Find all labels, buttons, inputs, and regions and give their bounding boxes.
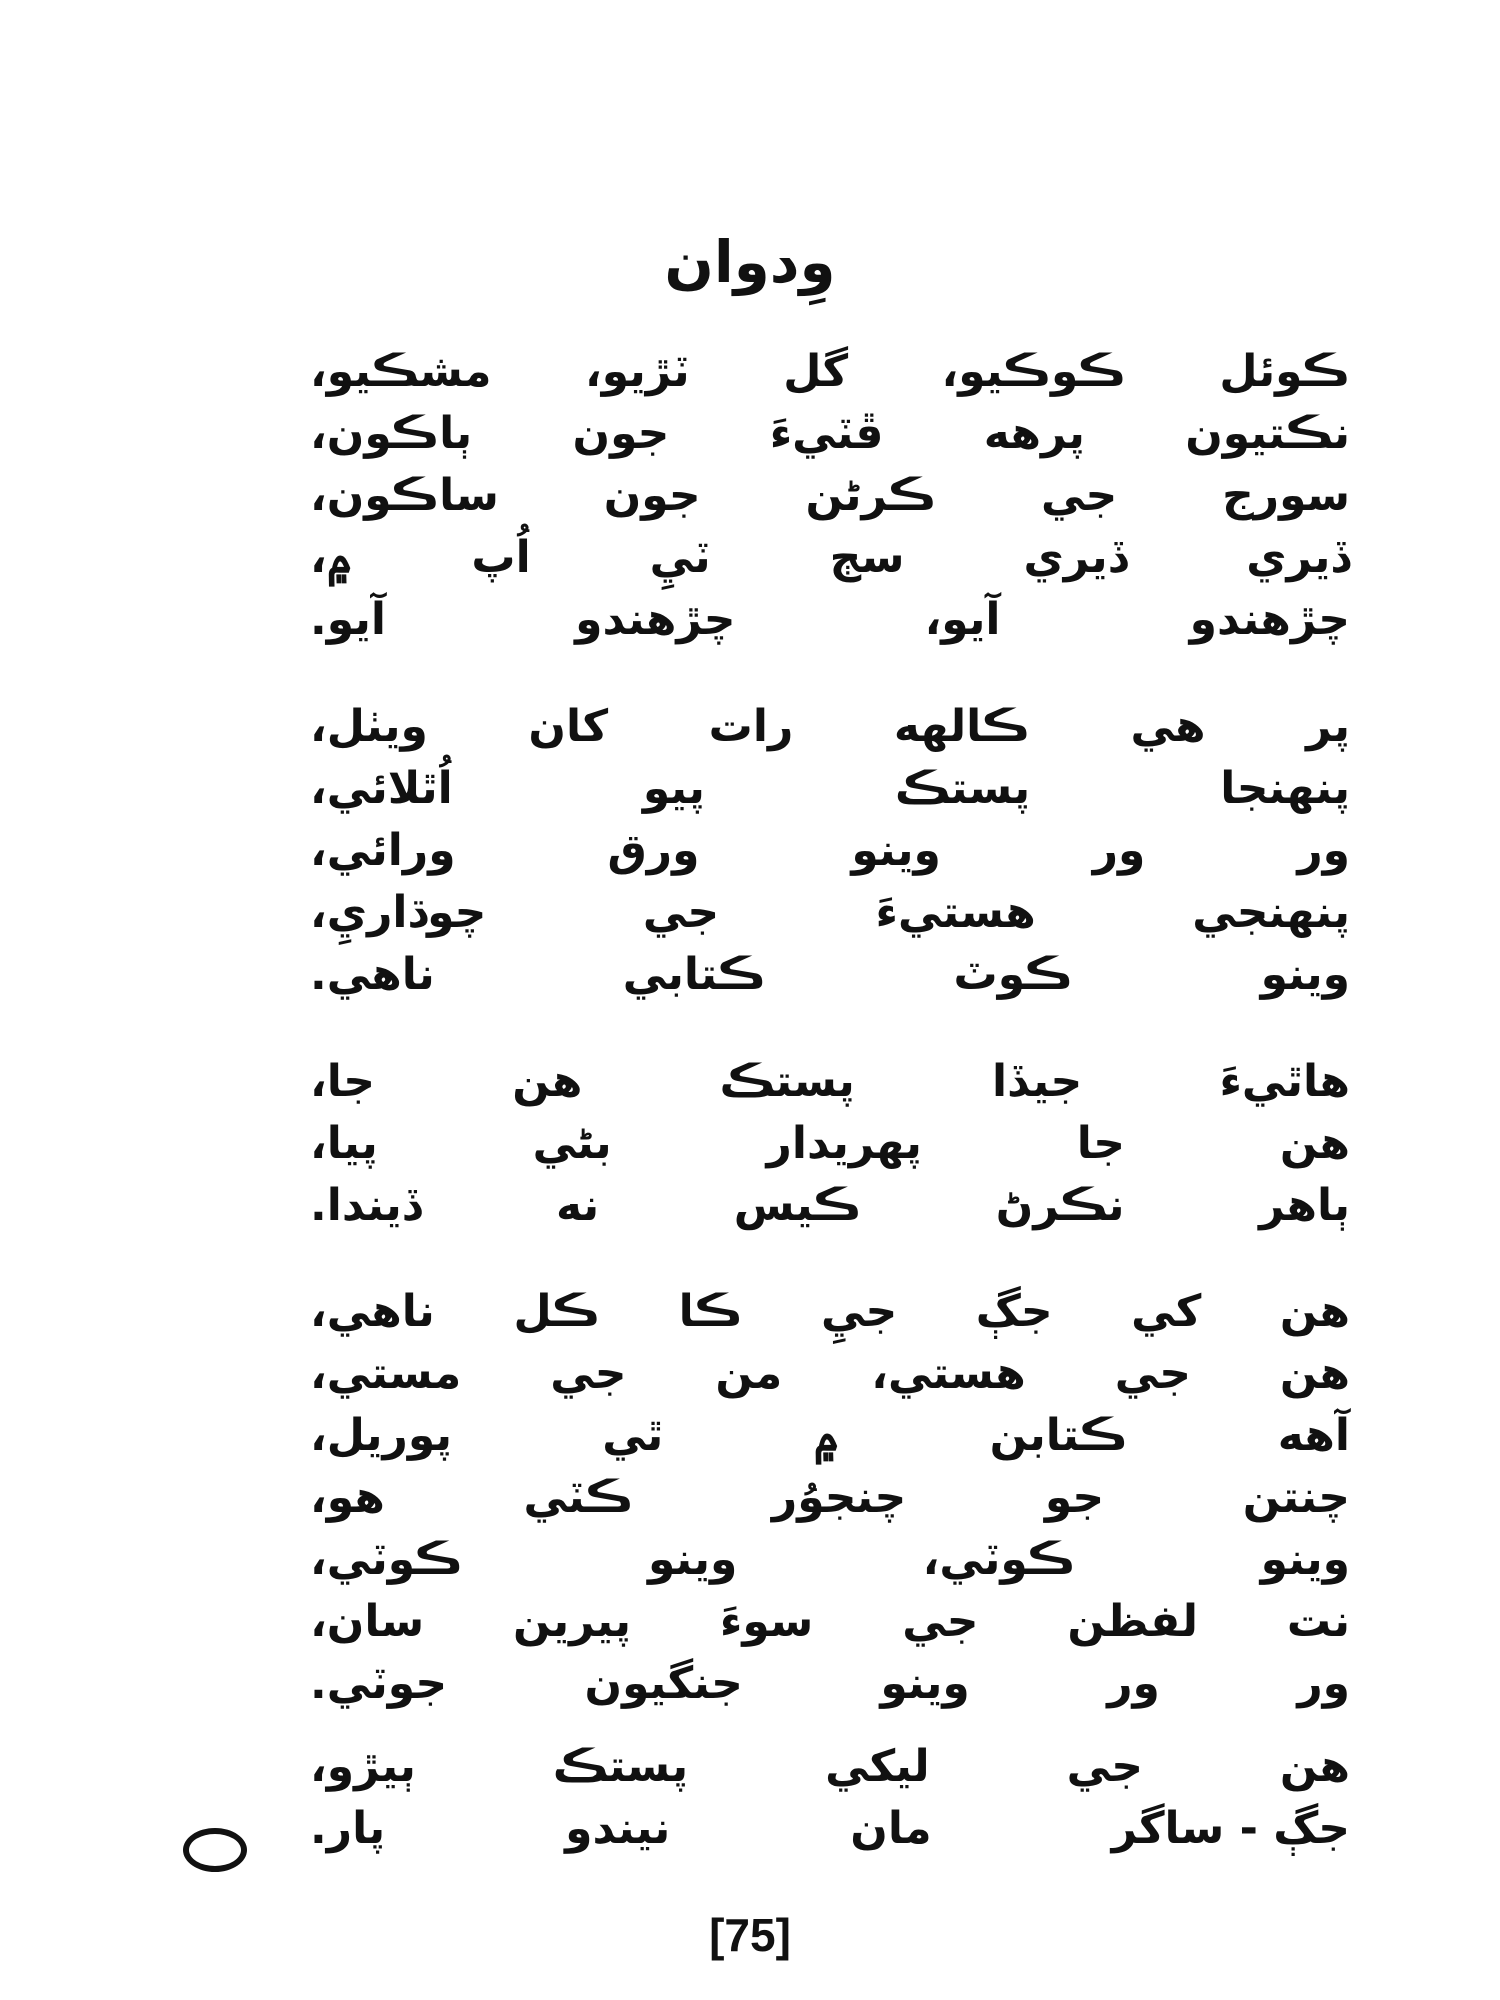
word: پار. xyxy=(310,1802,386,1854)
word: ساڪون، xyxy=(310,469,499,521)
word: ڪوٽي، xyxy=(310,1533,463,1585)
word: پنهنجا xyxy=(1220,762,1350,814)
word: پيو xyxy=(642,762,705,814)
word: جون xyxy=(603,469,701,521)
word: ٽيِ xyxy=(649,531,711,583)
word: نيندو xyxy=(565,1802,671,1854)
poem-line xyxy=(310,1342,1350,1404)
word: پيا، xyxy=(310,1117,378,1169)
word: پنهنجي xyxy=(1192,886,1350,938)
word: پرهه xyxy=(983,407,1085,459)
word: جڳ - ساگر xyxy=(1111,1802,1350,1854)
word: ڏيندا. xyxy=(310,1179,422,1231)
poem-line xyxy=(310,1280,1350,1342)
word: ڪوئل xyxy=(1219,345,1350,397)
word: ور xyxy=(1107,1657,1160,1709)
word: نڪتيون xyxy=(1185,407,1350,459)
word: ناهي، xyxy=(310,1285,435,1337)
poem-line xyxy=(310,757,1350,819)
word: وينو xyxy=(851,824,941,876)
word: نه xyxy=(555,1179,600,1231)
poem-line xyxy=(310,1735,1350,1797)
word: جوٽي. xyxy=(310,1657,448,1709)
word: ڪٽي xyxy=(523,1471,634,1523)
poem-line xyxy=(310,402,1350,464)
poem-line xyxy=(310,588,1350,650)
word: چنجوُر xyxy=(771,1471,907,1523)
word: مستي، xyxy=(310,1347,462,1399)
poem-line xyxy=(310,340,1350,402)
word: ورق xyxy=(607,824,700,876)
poem-line xyxy=(310,1404,1350,1466)
word: ڪيس xyxy=(733,1179,862,1231)
word: سورج xyxy=(1222,469,1350,521)
word: ڪتابن xyxy=(989,1409,1128,1461)
word: هستيءَ xyxy=(875,886,1036,938)
word: ور xyxy=(1297,1657,1350,1709)
word: ٻيڙو، xyxy=(310,1740,416,1792)
word: پوريل، xyxy=(310,1409,452,1461)
word: وينو xyxy=(1260,948,1350,1000)
word: مان xyxy=(850,1802,932,1854)
word: جي xyxy=(550,1347,627,1399)
word: رات xyxy=(708,700,794,752)
word: ڪوڪيو، xyxy=(941,345,1126,397)
word: آيو. xyxy=(310,593,386,645)
poem-line xyxy=(310,1050,1350,1112)
word: هاٿيءَ xyxy=(1219,1055,1350,1107)
word: پيرين xyxy=(513,1595,632,1647)
word: ڪوٽي، xyxy=(922,1533,1076,1585)
word: وينو xyxy=(647,1533,738,1585)
word: جون xyxy=(572,407,670,459)
margin-circle-mark xyxy=(183,1828,247,1872)
poem-line xyxy=(310,464,1350,526)
word: جو xyxy=(1044,1471,1105,1523)
word: ۾ xyxy=(813,1409,840,1461)
poem-line xyxy=(310,943,1350,1005)
word: ڪل xyxy=(513,1285,600,1337)
word: کي xyxy=(1131,1285,1202,1337)
word: هن xyxy=(1279,1740,1350,1792)
word: ڏيري xyxy=(1246,531,1350,583)
word: سوءَ xyxy=(719,1595,814,1647)
poem-line xyxy=(310,1652,1350,1714)
word: جنگيون xyxy=(584,1657,743,1709)
word: جي xyxy=(1114,1347,1191,1399)
poem-line xyxy=(310,526,1350,588)
word: جي xyxy=(1066,1740,1143,1792)
word: سڄ xyxy=(829,531,905,583)
word: جي xyxy=(902,1595,979,1647)
word: هن xyxy=(512,1055,583,1107)
word: هستي، xyxy=(871,1347,1026,1399)
word: ٿي xyxy=(602,1409,664,1461)
word: ناهي. xyxy=(310,948,435,1000)
word: پستڪ xyxy=(552,1740,689,1792)
page-number: [75] xyxy=(709,1909,791,1961)
word: ڦٽيءَ xyxy=(769,407,884,459)
word: ۾، xyxy=(310,531,353,583)
stanza-4 xyxy=(310,1280,1350,1714)
word: ٽڙيو، xyxy=(584,345,690,397)
word: نڪرڻ xyxy=(995,1179,1125,1231)
stanza-3 xyxy=(310,1050,1350,1236)
word: ڪوٽ xyxy=(953,948,1073,1000)
stanza-1 xyxy=(310,340,1350,650)
word: پستڪ xyxy=(719,1055,855,1107)
poem-title: وِدوان xyxy=(664,228,836,296)
word: جا xyxy=(1076,1117,1125,1169)
word: جي xyxy=(642,886,720,938)
word: من xyxy=(715,1347,783,1399)
word: بڻي xyxy=(532,1117,612,1169)
poem-line xyxy=(310,881,1350,943)
word: لفظن xyxy=(1067,1595,1198,1647)
word: چنتن xyxy=(1242,1471,1350,1523)
word: ڪتابي xyxy=(622,948,766,1000)
word: جڳ xyxy=(975,1285,1053,1337)
poem-line xyxy=(310,695,1350,757)
word: نت xyxy=(1286,1595,1350,1647)
word: اُپ xyxy=(471,531,531,583)
word: چڙهندو xyxy=(1189,593,1350,645)
word: چڙهندو xyxy=(575,593,736,645)
word: جا، xyxy=(310,1055,375,1107)
word: وينو xyxy=(880,1657,970,1709)
word: آهه xyxy=(1277,1409,1350,1461)
word: جيڏا xyxy=(992,1055,1083,1107)
word: ٻاهر xyxy=(1259,1179,1350,1231)
word: ڏيري xyxy=(1023,531,1128,583)
word: کان xyxy=(528,700,609,752)
poem-line xyxy=(310,1174,1350,1236)
stanza-5 xyxy=(310,1735,1350,1859)
word: ويٺل، xyxy=(310,700,428,752)
word: پهريدار xyxy=(766,1117,922,1169)
word: ٻاڪون، xyxy=(310,407,473,459)
word: ورائي، xyxy=(310,824,456,876)
poem-line xyxy=(310,1112,1350,1174)
word: گل xyxy=(783,345,849,397)
word: ليکي xyxy=(825,1740,930,1792)
poem-line xyxy=(310,1797,1350,1859)
word: وينو xyxy=(1260,1533,1350,1585)
word: ڪرڻن xyxy=(805,469,937,521)
word: ور xyxy=(1297,824,1350,876)
poem-line xyxy=(310,1466,1350,1528)
word: ڪا xyxy=(678,1285,743,1337)
poem-line xyxy=(310,819,1350,881)
word: پستڪ xyxy=(895,762,1031,814)
word: جيِ xyxy=(820,1285,898,1337)
word: جي xyxy=(1041,469,1118,521)
word: هي xyxy=(1130,700,1206,752)
word: هو، xyxy=(310,1471,385,1523)
stanza-2 xyxy=(310,695,1350,1005)
word: مشڪيو، xyxy=(310,345,492,397)
word: چوڌاريِ، xyxy=(310,886,487,938)
word: پر xyxy=(1306,700,1350,752)
word: هن xyxy=(1279,1347,1350,1399)
word: ڪالهه xyxy=(893,700,1030,752)
word: ور xyxy=(1092,824,1146,876)
word: سان، xyxy=(310,1595,425,1647)
word: هن xyxy=(1279,1117,1350,1169)
word: آيو، xyxy=(924,593,1001,645)
poem-line xyxy=(310,1590,1350,1652)
word: هن xyxy=(1279,1285,1350,1337)
poem-line xyxy=(310,1528,1350,1590)
word: اُٿلائي، xyxy=(310,762,453,814)
